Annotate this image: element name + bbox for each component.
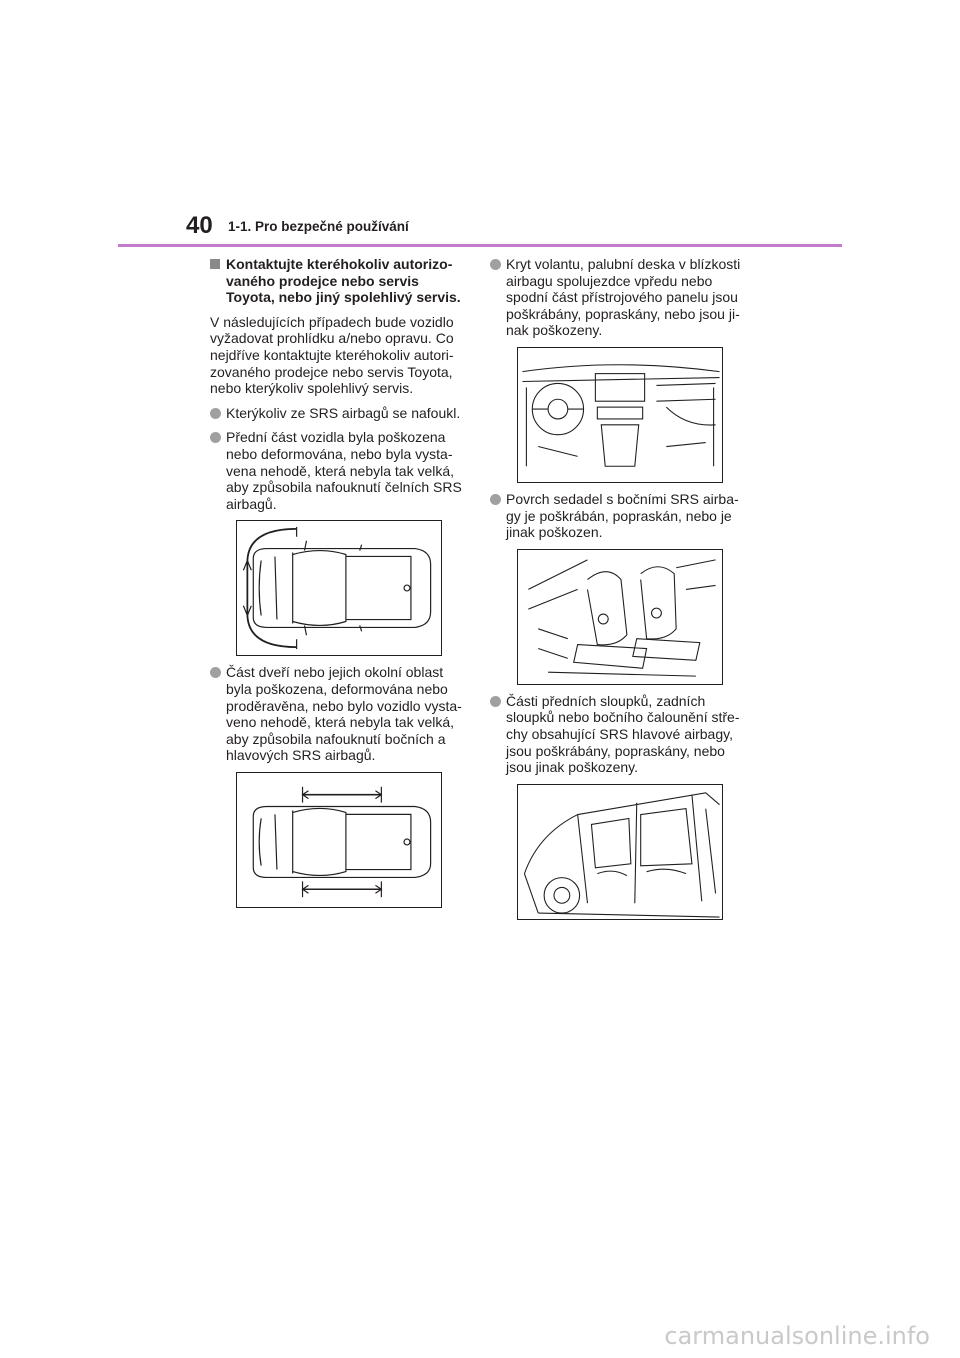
- list-item: [210, 429, 468, 512]
- round-bullet-icon: [210, 667, 221, 678]
- list-item-text: Části předních sloupků, zadních sloupků nebo bočního čalounění stře-chy obsahující SRS hlavové airbagy, jsou poškrábány, popraskány, nebo jsou jinak poškozeny.: [506, 692, 740, 776]
- list-item-text: Kterýkoliv ze SRS airbagů se nafoukl.: [226, 404, 461, 421]
- page-number: 40: [186, 212, 213, 239]
- round-bullet-icon: [490, 494, 501, 505]
- round-bullet-icon: [210, 408, 221, 419]
- dashboard-figure: [517, 347, 723, 483]
- car-top-view-front-illustration: [237, 521, 441, 655]
- list-item-text: Část dveří nebo jejich okolní oblast byla poškozena, deformována nebo proděravěna, nebo bylo vozidlo vysta-veno nehodě, která nebyla tak velká, aby způsobila nafouknutí bočních a hlavových SRS airbagů.: [226, 664, 462, 764]
- header-rule: [118, 244, 842, 247]
- list-item: [490, 256, 748, 339]
- section-heading-text: Kontaktujte kteréhokoliv autorizo-vaného prodejce nebo servis Toyota, nebo jiný spolehlivý servis.: [226, 256, 461, 306]
- vehicle-interior-pillars-illustration: [518, 785, 722, 919]
- section-heading: [210, 256, 468, 306]
- list-item-text: Přední část vozidla byla poškozena nebo deformována, nebo byla vysta-vena nehodě, která nebyla tak velká, aby způsobila nafouknutí čelních SRS airbagů.: [226, 429, 462, 512]
- pillars-figure: [517, 784, 723, 920]
- right-column: [490, 256, 748, 928]
- round-bullet-icon: [210, 432, 221, 443]
- list-item: [210, 664, 468, 764]
- left-column: [210, 256, 468, 916]
- car-top-view-side-illustration: [237, 773, 441, 907]
- dashboard-illustration: [518, 348, 722, 482]
- front-damage-figure: [236, 520, 442, 656]
- list-item: [210, 405, 468, 422]
- list-item: [490, 693, 748, 776]
- side-damage-figure: [236, 772, 442, 908]
- round-bullet-icon: [490, 696, 501, 707]
- intro-paragraph: V následujících případech bude vozidlo vyžadovat prohlídku a/nebo opravu. Co nejdříve kontaktujte kteréhokoliv autori-zovaného prodejce nebo servis Toyota, nebo kterýkoliv spolehlivý servis.: [210, 313, 454, 397]
- round-bullet-icon: [490, 259, 501, 270]
- seats-figure: [517, 549, 723, 685]
- section-title: 1-1. Pro bezpečné používání: [228, 219, 409, 234]
- list-item: [490, 491, 748, 541]
- seats-illustration: [518, 550, 722, 684]
- list-item-text: Kryt volantu, palubní deska v blízkosti airbagu spolujezdce vpředu nebo spodní část přístrojového panelu jsou poškrábány, popraskány, nebo jsou ji-nak poškozeny.: [506, 256, 741, 339]
- square-bullet-icon: [210, 259, 220, 269]
- footer-watermark: carmanualsonline.info: [664, 1322, 930, 1350]
- list-item-text: Povrch sedadel s bočními SRS airba-gy je poškrábán, popraskán, nebo je jinak poškozen.: [506, 490, 739, 541]
